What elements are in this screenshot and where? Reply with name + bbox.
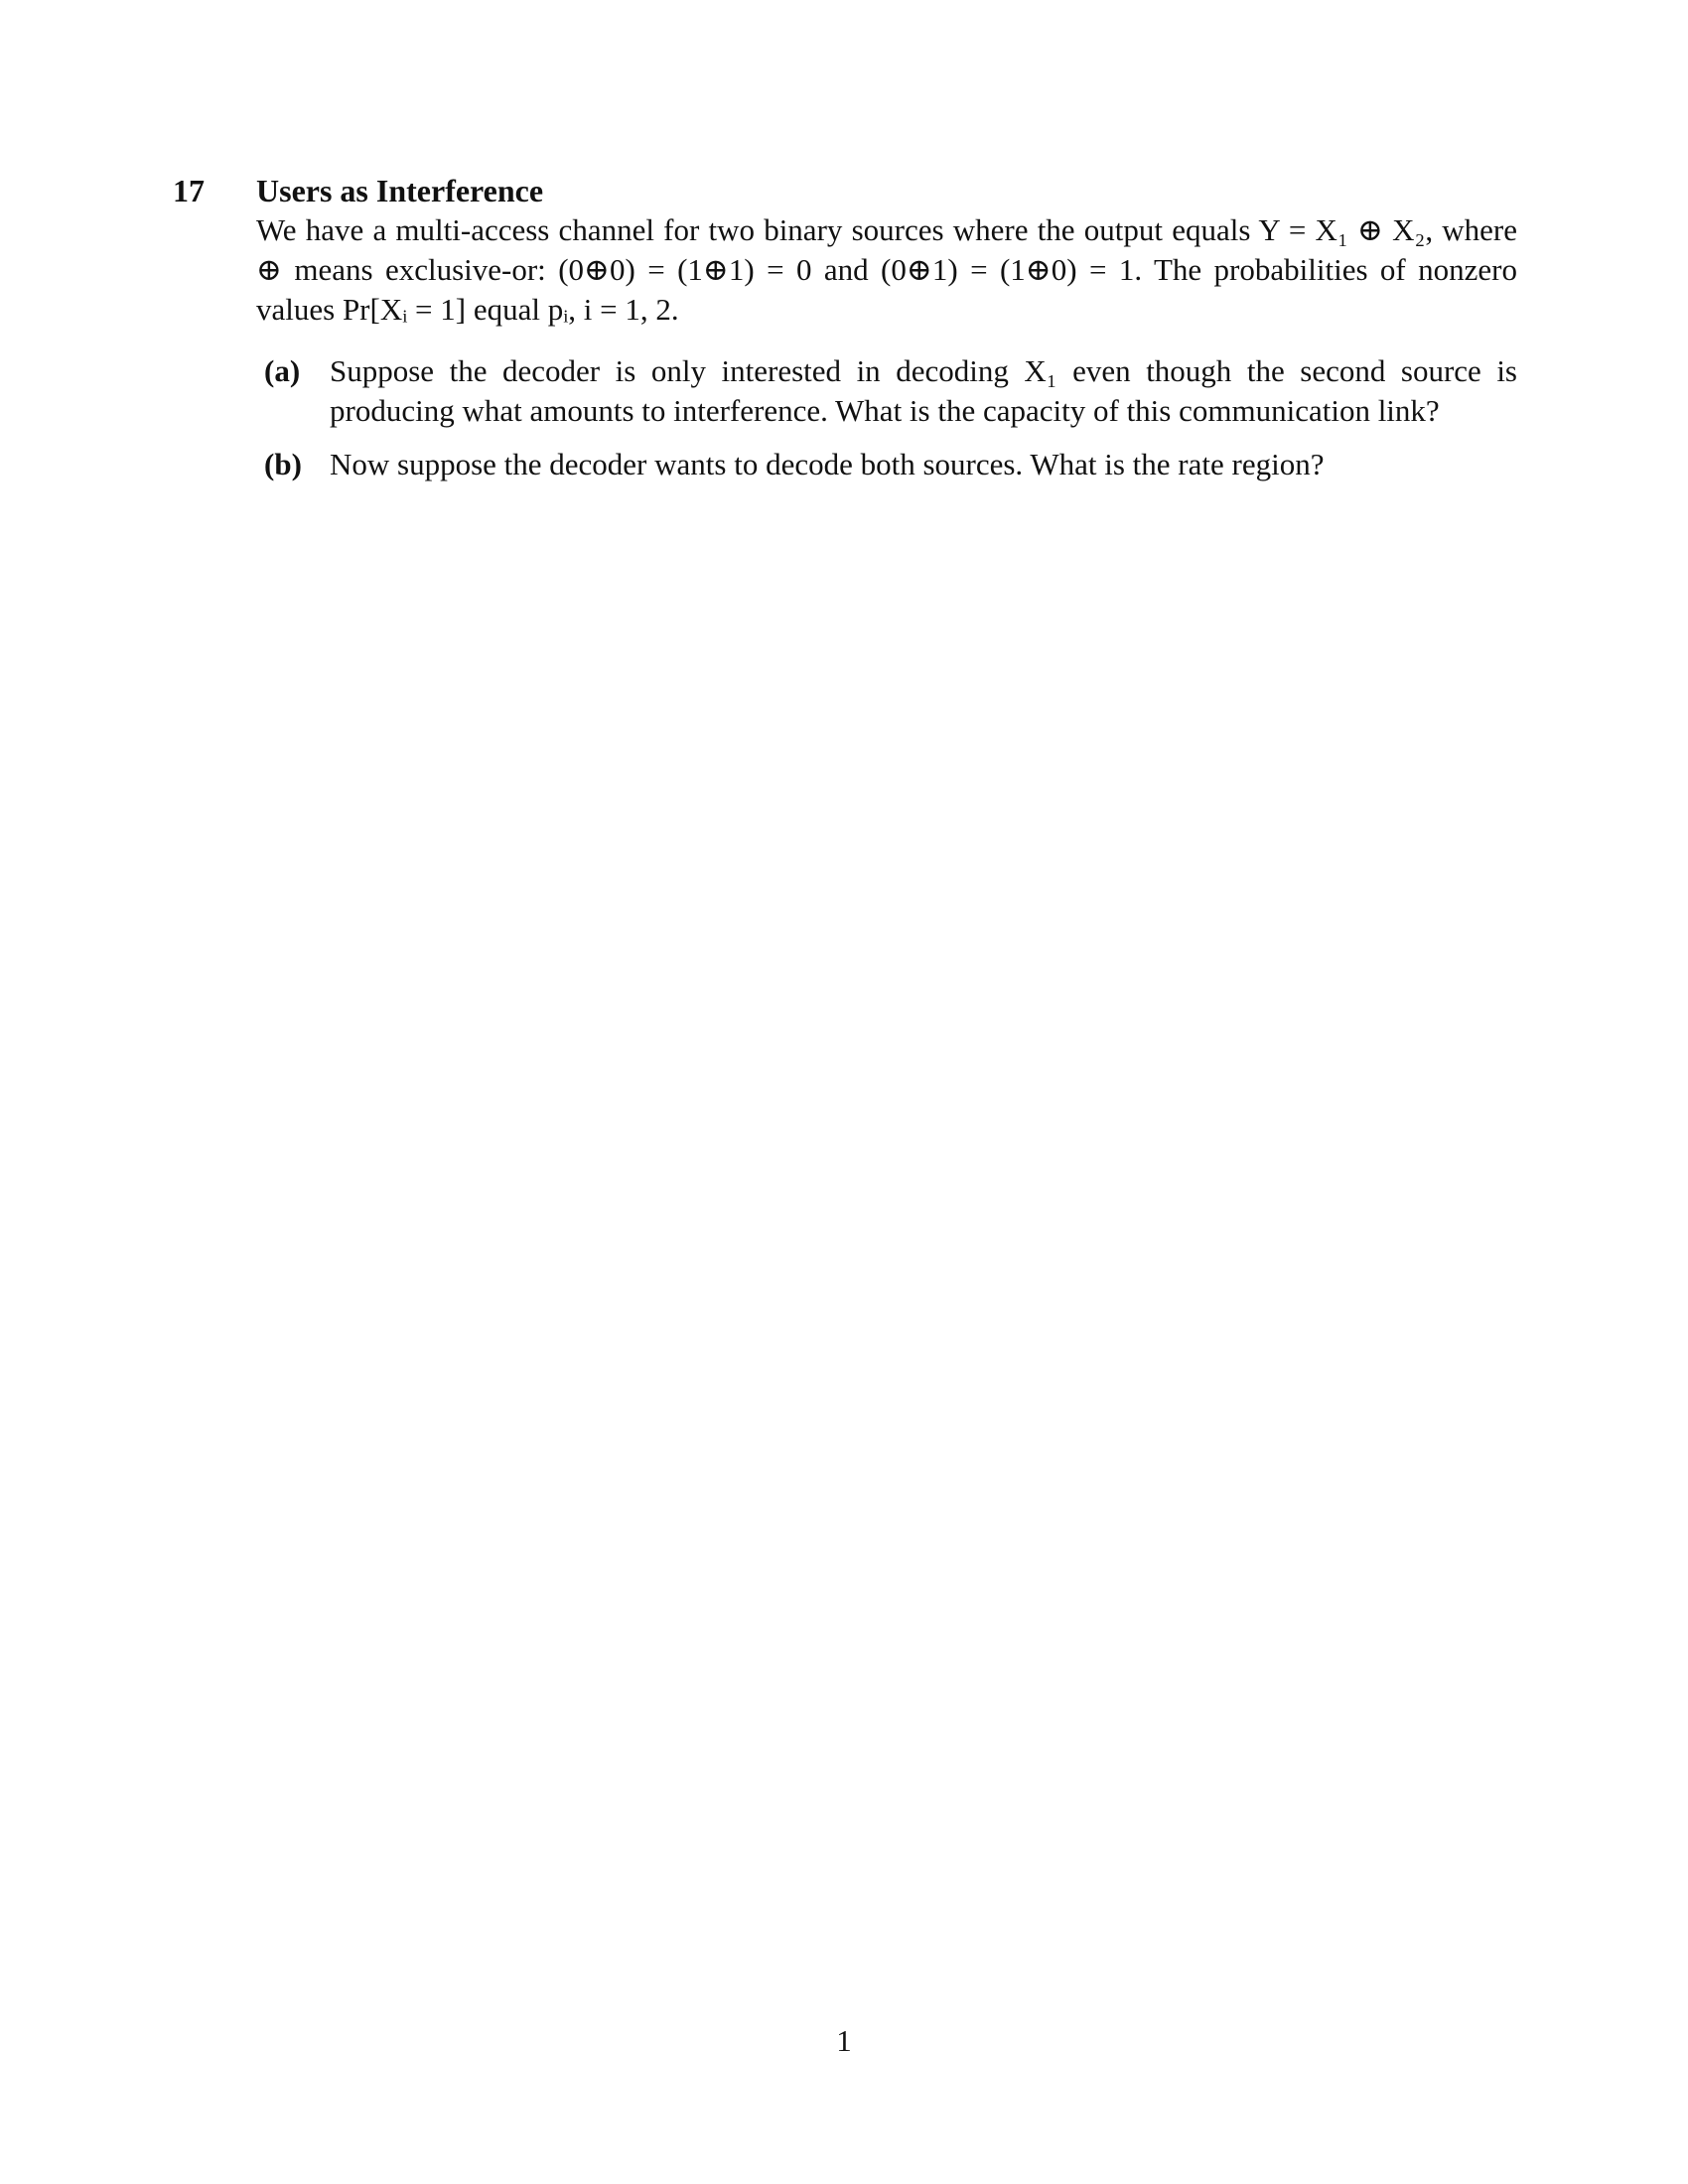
part-b	[264, 445, 1517, 484]
problem-intro: We have a multi-access channel for two binary sources where the output equals Y = X₁ ⊕ X₂, where ⊕ means exclusive-or: (0⊕0) = (1⊕1) = 0 and (0⊕1) = (1⊕0) = 1. The probabilities of nonzero values Pr[Xᵢ = 1] equal pᵢ, i = 1, 2.	[256, 212, 1517, 327]
part-b-text: Now suppose the decoder wants to decode both sources. What is the rate region?	[330, 447, 1325, 481]
part-a-text: Suppose the decoder is only interested in decoding X₁ even though the second source is producing what amounts to interference. What is the capacity of this communication link?	[330, 353, 1517, 428]
page-number: 1	[836, 2023, 852, 2058]
part-a	[264, 351, 1517, 431]
problem-title: Users as Interference	[256, 173, 544, 208]
part-a-label: (a)	[264, 353, 301, 388]
part-b-label: (b)	[264, 447, 302, 481]
problem-parts	[264, 351, 1517, 484]
problem-body	[256, 171, 1517, 498]
problem-number: 17	[173, 173, 205, 208]
